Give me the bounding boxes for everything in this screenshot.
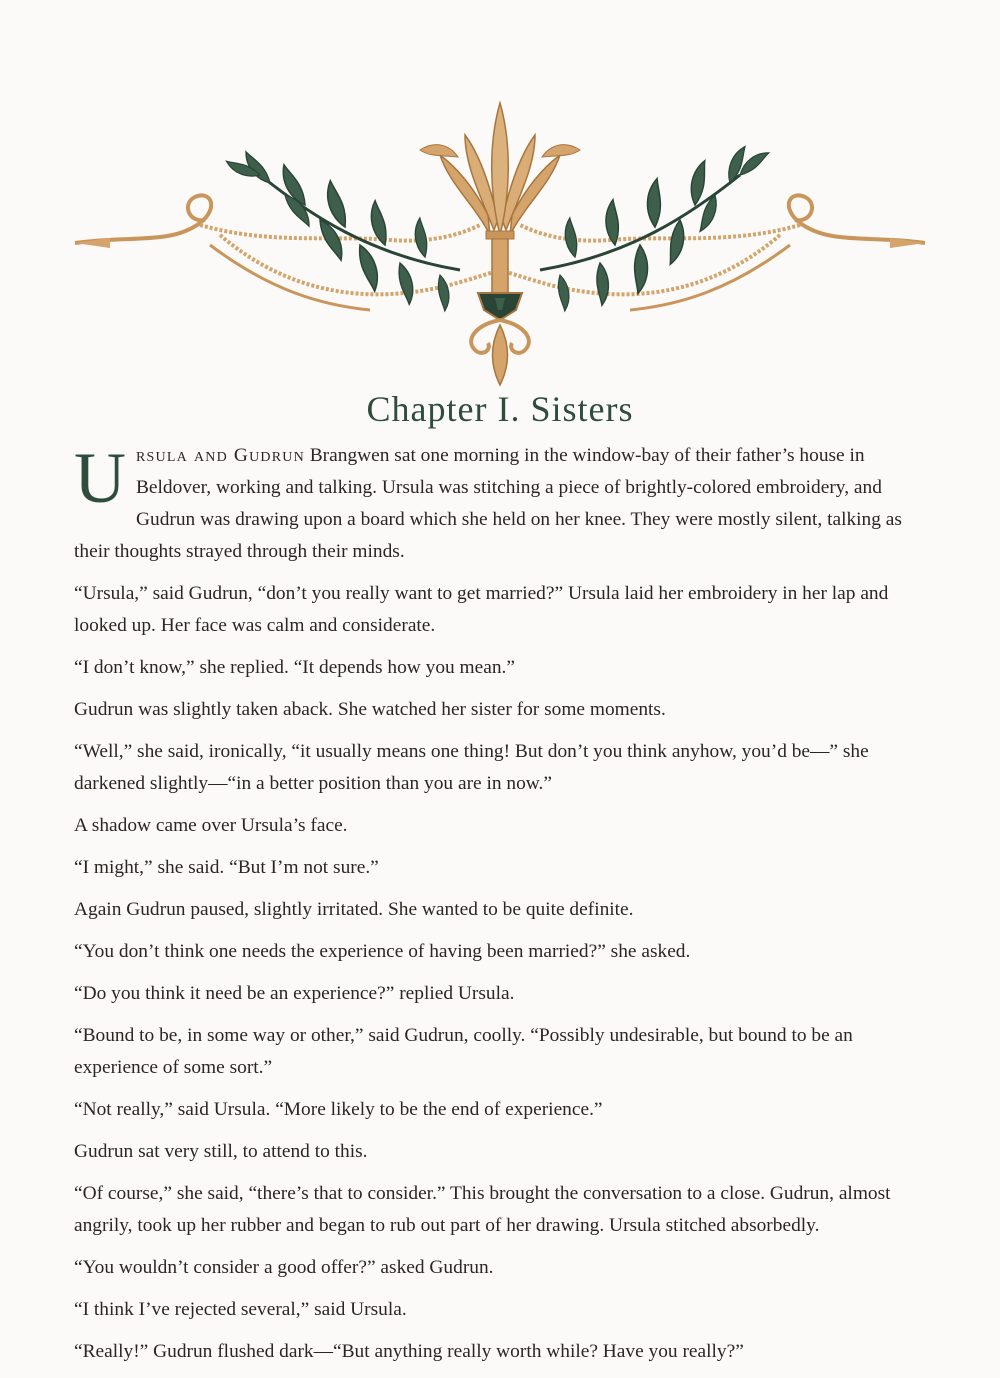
acanthus-ornament-icon bbox=[70, 95, 930, 390]
paragraph bbox=[74, 440, 916, 568]
paragraph: “Well,” she said, ironically, “it usually means one thing! But don’t you think anyhow, you’d be—” she darkened slightly—“in a better position than you are in now.” bbox=[74, 741, 869, 794]
paragraph: “Do you think it need be an experience?” replied Ursula. bbox=[74, 983, 515, 1004]
chapter-title: Chapter I. Sisters bbox=[366, 389, 634, 429]
paragraph: “I think I’ve rejected several,” said Ursula. bbox=[74, 1299, 407, 1320]
paragraph: “I might,” she said. “But I’m not sure.” bbox=[74, 857, 379, 878]
paragraph: Gudrun was slightly taken aback. She watched her sister for some moments. bbox=[74, 699, 666, 720]
paragraph: Gudrun sat very still, to attend to this. bbox=[74, 1141, 368, 1162]
paragraph: “Really!” Gudrun flushed dark—“But anything really worth while? Have you really?” bbox=[74, 1341, 744, 1362]
paragraph: “You wouldn’t consider a good offer?” asked Gudrun. bbox=[74, 1257, 494, 1278]
chapter-body bbox=[74, 440, 916, 1378]
paragraph: A shadow came over Ursula’s face. bbox=[74, 815, 348, 836]
paragraph: “Bound to be, in some way or other,” said Gudrun, coolly. “Possibly undesirable, but bound to be an experience of some sort.” bbox=[74, 1025, 853, 1078]
paragraph: “I don’t know,” she replied. “It depends how you mean.” bbox=[74, 657, 516, 678]
paragraph: “You don’t think one needs the experience of having been married?” she asked. bbox=[74, 941, 691, 962]
paragraph: “Ursula,” said Gudrun, “don’t you really want to get married?” Ursula laid her embroidery in her lap and looked up. Her face was calm and considerate. bbox=[74, 583, 889, 636]
paragraph: “Not really,” said Ursula. “More likely to be the end of experience.” bbox=[74, 1099, 603, 1120]
drop-cap: U bbox=[74, 438, 126, 518]
paragraph: Again Gudrun paused, slightly irritated. She wanted to be quite definite. bbox=[74, 899, 634, 920]
paragraph: “Of course,” she said, “there’s that to consider.” This brought the conversation to a close. Gudrun, almost angrily, took up her rubber and began to rub out part of her drawing. Ursula stitched absorbedly. bbox=[74, 1183, 891, 1236]
paragraph-text: Brangwen sat one morning in the window-bay of their father’s house in Beldover, working and talking. Ursula was stitching a piece of brightly-colored embroidery, and Gudrun was drawing upon a board which she held on her knee. They were mostly silent, talking as their thoughts strayed through their minds. bbox=[74, 445, 902, 562]
opening-smallcaps: rsula and Gudrun bbox=[136, 445, 305, 466]
